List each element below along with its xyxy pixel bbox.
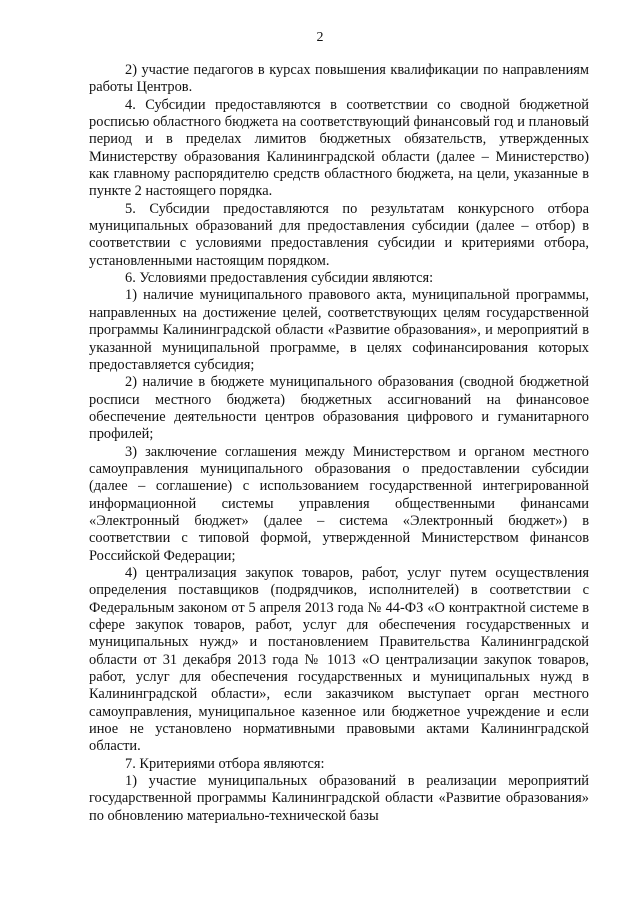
paragraph-6-item-2: 2) наличие в бюджете муниципального образования (сводной бюджетной росписи местного бюджета) бюджетных ассигнований на финансовое обеспечение деятельности центров образования цифрового и гуманитарного профилей;	[89, 374, 589, 443]
paragraph-6-item-3: 3) заключение соглашения между Министерством и органом местного самоуправления муниципального образования о предоставлении субсидии (далее – соглашение) с использованием государственной интегрированной информационной системы управления общественными финансами «Электронный бюджет» (далее – система «Электронный бюджет») в соответствии с типовой формой, утвержденной Министерством финансов Российской Федерации;	[89, 443, 589, 564]
paragraph-6-heading: 6. Условиями предоставления субсидии являются:	[125, 270, 434, 287]
page-number: 2	[316, 30, 324, 45]
paragraph-item-2-continuation: 2) участие педагогов в курсах повышения квалификации по направлениям работы Центров.	[89, 62, 589, 96]
paragraph-7-item-1: 1) участие муниципальных образований в реализации мероприятий государственной программы Калининградской области «Развитие образования» по обновлению материально-технической базы	[89, 773, 589, 824]
paragraph-5: 5. Субсидии предоставляются по результатам конкурсного отбора муниципальных образований для предоставления субсидии (далее – отбор) в соответствии с условиями предоставления субсидии и критериями отбора, установленными настоящим порядком.	[89, 200, 589, 269]
document-body	[89, 62, 589, 825]
paragraph-6-item-4: 4) централизация закупок товаров, работ, услуг путем осуществления определения поставщиков (подрядчиков, исполнителей) в соответствии с Федеральным законом от 5 апреля 2013 года № 44-ФЗ «О контрактной системе в сфере закупок товаров, работ, услуг для обеспечения государственных и муниципальных нужд» и постановлением Правительства Калининградской области от 31 декабря 2013 года № 1013 «О централизации закупок товаров, работ, услуг для обеспечения государственных и муниципальных нужд в Калининградской области», если заказчиком выступает орган местного самоуправления, муниципальное казенное или бюджетное учреждение и если иное не установлено нормативными правовыми актами Калининградской области.	[89, 564, 589, 755]
paragraph-6-item-1: 1) наличие муниципального правового акта, муниципальной программы, направленных на достижение целей, соответствующих целям государственной программы Калининградской области «Развитие образования», и мероприятий в указанной муниципальной программе, в целях софинансирования которых предоставляется субсидия;	[89, 287, 589, 373]
paragraph-4: 4. Субсидии предоставляются в соответствии со сводной бюджетной росписью областного бюджета на соответствующий финансовый год и плановый период и в пределах лимитов бюджетных обязательств, утвержденных Министерству образования Калининградской области (далее – Министерство) как главному распорядителю средств областного бюджета, на цели, указанные в пункте 2 настоящего порядка.	[89, 96, 589, 200]
paragraph-7-heading: 7. Критериями отбора являются:	[125, 755, 325, 772]
